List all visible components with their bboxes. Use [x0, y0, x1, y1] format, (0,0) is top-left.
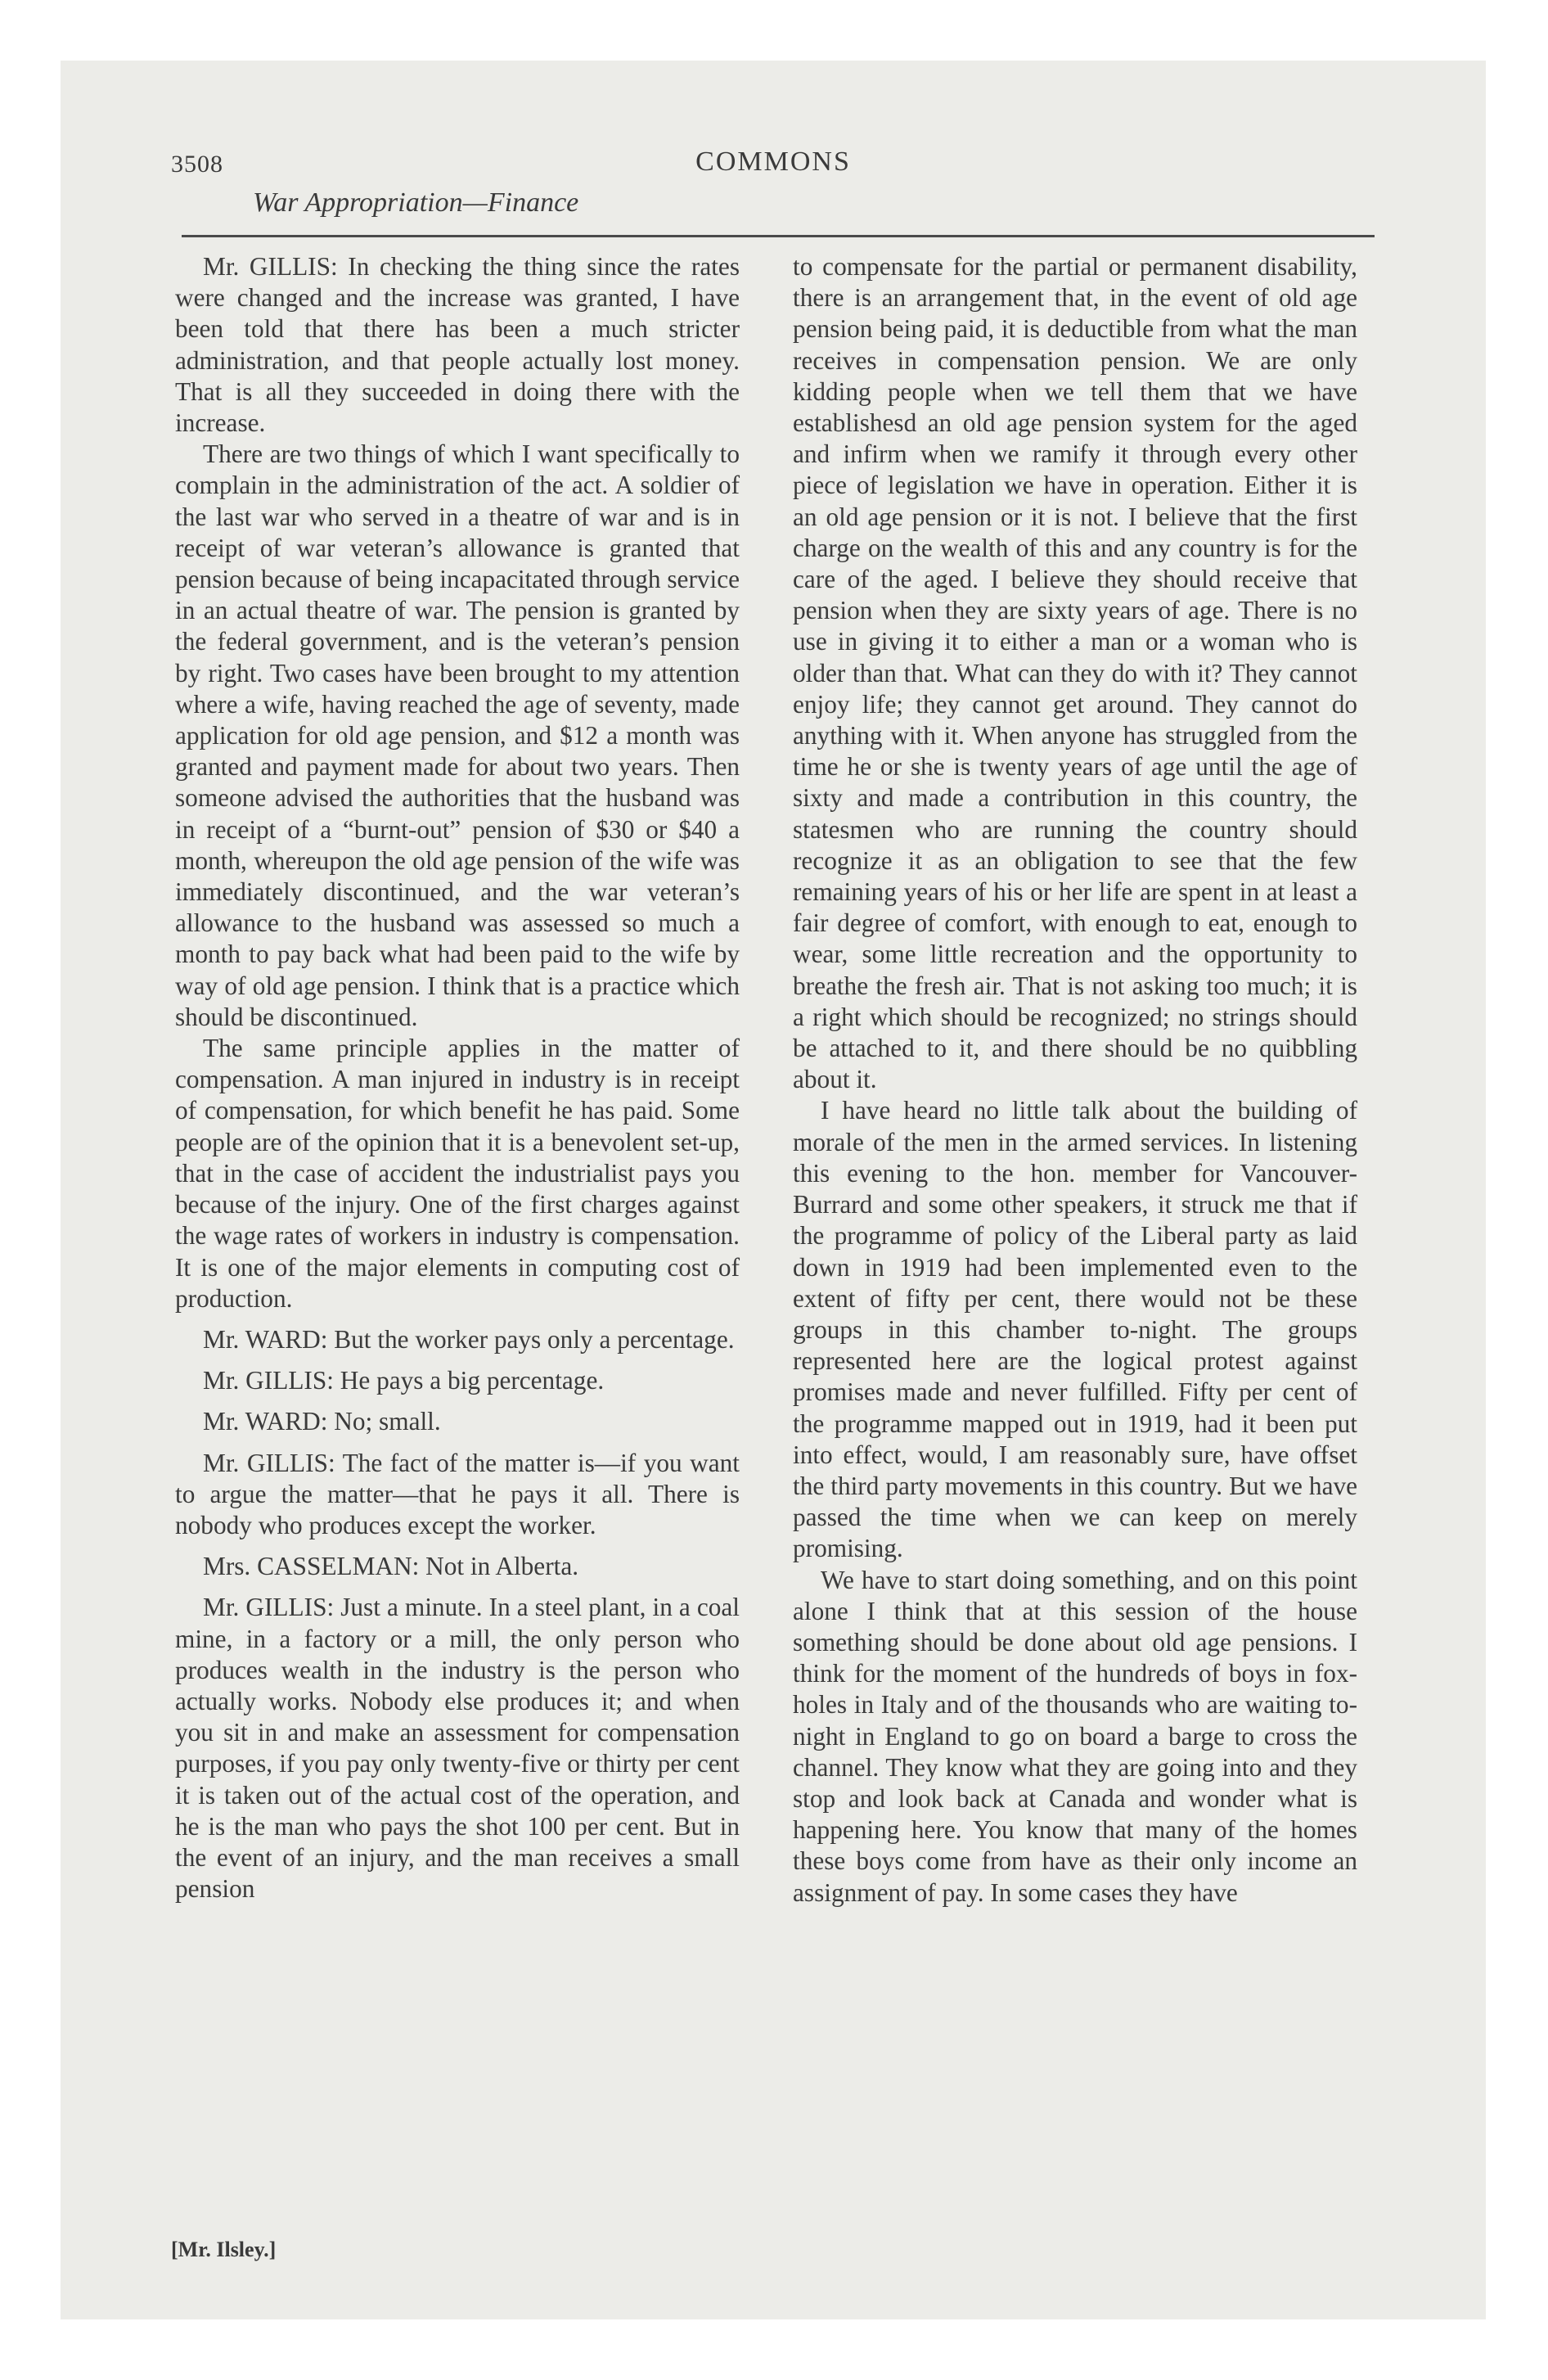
paragraph: to compensate for the partial or permanent disability, there is an arrangement that, in the event of old age pension being paid, it is deductible from what the man receives in compensation pension. We are only kidding people when we tell them that we have establishesd an old age pension system for the aged and infirm when we ramify it through every other piece of legislation we have in operation. Either it is an old age pension or it is not. I believe that the first charge on the wealth of this and any country is for the care of the aged. I believe they should receive that pension when they are sixty years of age. There is no use in giving it to either a man or a woman who is older than that. What can they do with it? They cannot enjoy life; they cannot get around. They cannot do anything with it. When anyone has struggled from the time he or she is twenty years of age until the age of sixty and made a contribution in this country, the statesmen who are running the country should recognize it as an obligation to see that the few remaining years of his or her life are spent in at least a fair degree of comfort, with enough to eat, enough to wear, some little recreation and the opportunity to breathe the fresh air. That is not asking too much; it is a right which should be recognized; no strings should be attached to it, and there should be no quibbling about it. — [793, 252, 1357, 1094]
paragraph: Mr. GILLIS: The fact of the matter is—if you want to argue the matter—that he pays it all. There is nobody who produces except the worker. — [175, 1448, 740, 1539]
paragraph: I have heard no little talk about the building of morale of the men in the armed services. In listening this evening to the hon. member for Vancouver-Burrard and some other speakers, it struck me that if the programme of policy of the Liberal party as laid down in 1919 had been implemented even to the extent of fifty per cent, there would not be these groups in this chamber to-night. The groups represented here are the logical protest against promises made and never fulfilled. Fifty per cent of the programme mapped out in 1919, had it been put into effect, would, I am reasonably sure, have offset the third party movements in this country. But we have passed the time when we can keep on merely promising. — [793, 1096, 1357, 1563]
page-number: 3508 — [171, 151, 223, 178]
header-rule — [182, 235, 1375, 237]
paragraph: Mrs. CASSELMAN: Not in Alberta. — [203, 1552, 579, 1581]
speaker-footer-tag: [Mr. Ilsley.] — [171, 2238, 277, 2261]
paragraph: Mr. WARD: But the worker pays only a percentage. — [203, 1324, 735, 1354]
paragraph: We have to start doing something, and on this point alone I think that at this session of the house something should be done about old age pensions. I think for the moment of the hundreds of boys in fox-holes in Italy and of the thousands who are waiting to-night in England to go on board a barge to cross the channel. They know what they are going into and they stop and look back at Canada and wonder what is happening here. You know that many of the homes these boys come from have as their only income an assignment of pay. In some cases they have — [793, 1565, 1357, 1907]
left-column — [175, 251, 740, 1904]
paragraph: There are two things of which I want specifically to complain in the administration of the act. A soldier of the last war who served in a theatre of war and is in receipt of war veteran’s allowance is granted that pension because of being incapacitated through service in an actual theatre of war. The pension is granted by the federal government, and is the veteran’s pension by right. Two cases have been brought to my attention where a wife, having reached the age of seventy, made application for old age pension, and $12 a month was granted and payment made for about two years. Then someone advised the authorities that the husband was in receipt of a “burnt-out” pension of $30 or $40 a month, whereupon the old age pension of the wife was immediately discontinued, and the war veteran’s allowance to the husband was assessed so much a month to pay back what had been paid to the wife by way of old age pension. I think that is a practice which should be discontinued. — [175, 439, 740, 1031]
running-head-house: COMMONS — [695, 146, 851, 177]
running-head-subject: War Appropriation—Finance — [253, 187, 579, 218]
paragraph: Mr. GILLIS: He pays a big percentage. — [203, 1366, 605, 1395]
paragraph: Mr. GILLIS: In checking the thing since the rates were changed and the increase was granted, I have been told that there has been a much stricter administration, and that people actually lost money. That is all they succeeded in doing there with the increase. — [175, 252, 740, 438]
paragraph: Mr. GILLIS: Just a minute. In a steel plant, in a coal mine, in a factory or a mill, the only person who produces wealth in the industry is the person who actually works. Nobody else produces it; and when you sit in and make an assessment for compensation purposes, if you pay only twenty-five or thirty per cent it is taken out of the actual cost of the operation, and he is the man who pays the shot 100 per cent. But in the event of an injury, and the man receives a small pension — [175, 1593, 740, 1904]
scanned-page — [61, 61, 1486, 2319]
paragraph: Mr. WARD: No; small. — [203, 1407, 441, 1436]
right-column — [793, 251, 1357, 1909]
hansard-page — [61, 61, 1486, 2319]
paragraph: The same principle applies in the matter of compensation. A man injured in industry is in receipt of compensation, for which benefit he has paid. Some people are of the opinion that it is a benevolent set-up, that in the case of accident the industrialist pays you because of the injury. One of the first charges against the wage rates of workers in industry is compensation. It is one of the major elements in computing cost of production. — [175, 1034, 740, 1313]
